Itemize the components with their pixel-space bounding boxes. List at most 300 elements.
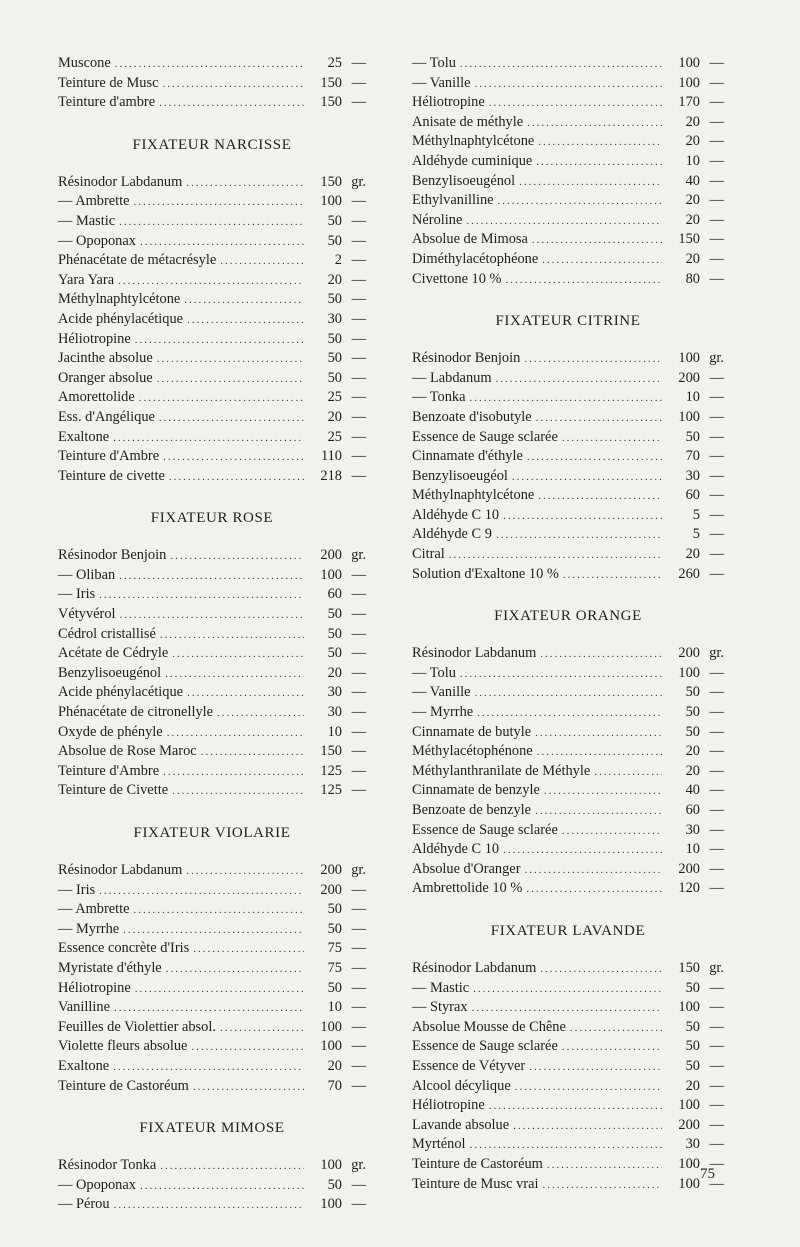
ingredient-name: Essence de Sauge sclarée [412,428,558,445]
dot-leader [466,212,662,232]
dot-leader [172,645,304,665]
ingredient-quantity: 100 [320,1157,342,1174]
ingredient-name: Essence de Sauge sclarée [412,1038,558,1055]
ingredient-unit: — [351,193,366,210]
ingredient-name: Héliotropine [58,979,131,996]
ingredient-unit: — [351,1196,366,1213]
dot-leader [538,487,662,507]
dot-leader [477,704,662,724]
ingredient-quantity: 10 [685,152,700,169]
ingredient-name: Aldéhyde cuminique [412,152,533,169]
ingredient-name: Muscone [58,55,111,71]
list-item [412,801,724,821]
dot-leader [513,1117,662,1137]
section-heading: FIXATEUR ORANGE [494,608,642,625]
ingredient-unit: — [351,684,366,701]
dot-leader [220,252,304,272]
list-item [412,723,724,743]
ingredient-unit: gr. [709,645,724,662]
list-item [58,1195,366,1215]
dot-leader [472,999,662,1019]
list-item [412,565,724,585]
ingredient-unit: — [709,1057,724,1074]
dot-leader [163,448,304,468]
ingredient-unit: — [351,310,366,327]
ingredient-name: Néroline [412,211,463,228]
ingredient-unit: — [351,74,366,91]
ingredient-quantity: 50 [327,369,342,386]
ingredient-name: Absolue de Mimosa [412,231,528,248]
dot-leader [506,271,662,291]
list-item [412,349,724,369]
ingredient-name: Jacinthe absolue [58,350,153,367]
ingredient-unit: — [709,211,724,228]
ingredient-name: Benzylisoeugénol [58,664,162,681]
dot-leader [166,960,304,980]
dot-leader [186,862,304,882]
dot-leader [114,999,304,1019]
list-item [412,821,724,841]
ingredient-quantity: 170 [678,94,700,111]
list-item [412,525,724,545]
section-heading: FIXATEUR CITRINE [495,313,641,330]
ingredient-name: Feuilles de Violettier absol. [58,1018,216,1035]
ingredient-unit: — [351,743,366,760]
dot-leader [165,665,304,685]
list-item [58,566,366,586]
ingredient-name: Ess. d'Angélique [58,408,155,425]
list-item [58,664,366,684]
list-item [412,1175,724,1195]
ingredient-quantity: 80 [685,270,700,287]
ingredient-quantity: 30 [685,821,700,838]
ingredient-quantity: 20 [685,113,700,130]
list-item [58,723,366,743]
dot-leader [542,1176,662,1196]
list-item [412,959,724,979]
section-heading: FIXATEUR LAVANDE [490,922,646,939]
list-item [412,250,724,270]
ingredient-quantity: 100 [678,350,700,367]
ingredient-name: — Opoponax [58,1176,136,1193]
ingredient-unit: gr. [351,547,366,564]
ingredient-quantity: 20 [327,664,342,681]
dot-leader [536,409,662,429]
dot-leader [526,880,662,900]
ingredient-quantity: 200 [678,1116,700,1133]
ingredient-unit: — [351,271,366,288]
section-fixateur-rose [58,508,366,801]
dot-leader [527,114,662,134]
dot-leader [515,1078,662,1098]
dot-leader [119,213,304,233]
ingredient-quantity: 25 [327,389,342,406]
ingredient-unit: — [709,743,724,760]
ingredient-unit: — [709,172,724,189]
dot-leader [563,566,662,586]
list-item [58,369,366,389]
ingredient-quantity: 5 [692,506,700,523]
list-item [58,93,366,113]
ingredient-quantity: 20 [685,762,700,779]
dot-leader [562,1038,662,1058]
ingredient-unit: gr. [709,959,724,976]
list-item [58,74,366,94]
ingredient-quantity: 10 [685,389,700,406]
dot-leader [562,822,662,842]
list-item [412,467,724,487]
ingredient-name: Exaltone [58,428,110,445]
dot-leader [544,782,662,802]
ingredient-unit: — [709,1116,724,1133]
ingredient-quantity: 10 [327,723,342,740]
dot-leader [135,980,304,1000]
list-item [412,230,724,250]
list-item [412,1057,724,1077]
ingredient-quantity: 50 [327,901,342,918]
dot-leader [167,724,304,744]
ingredient-unit: — [351,645,366,662]
ingredient-quantity: 100 [678,664,700,681]
list-item [412,1116,724,1136]
list-item [58,1057,366,1077]
ingredient-quantity: 100 [320,1196,342,1213]
ingredient-name: Phénacétate de métacrésyle [58,252,217,269]
section-fixateur-violarie [58,823,366,1096]
list-item [412,113,724,133]
dot-leader [157,370,304,390]
ingredient-quantity: 40 [685,172,700,189]
left-column [58,54,366,1215]
list-item [58,998,366,1018]
ingredient-quantity: 5 [692,526,700,543]
dot-leader [115,55,304,75]
ingredient-name: — Mastic [412,979,470,996]
list-item [58,212,366,232]
ingredient-quantity: 30 [685,1136,700,1153]
dot-leader [538,133,662,153]
list-item [412,93,724,113]
ingredient-unit: gr. [351,173,366,190]
list-item [58,467,366,487]
list-item [412,762,724,782]
ingredient-name: Teinture de Musc [58,74,159,91]
ingredient-quantity: 75 [327,940,342,957]
ingredient-name: Alcool décylique [412,1077,511,1094]
ingredient-unit: — [351,704,366,721]
list-item [58,192,366,212]
list-item [412,211,724,231]
list-item [412,664,724,684]
ingredient-unit: — [709,74,724,91]
ingredient-name: Exaltone [58,1057,110,1074]
ingredient-unit: — [351,94,366,111]
ingredient-name: Vanilline [58,999,110,1016]
dot-leader [193,1078,304,1098]
ingredient-unit: — [351,291,366,308]
ingredient-name: Vétyvérol [58,606,116,623]
ingredient-quantity: 100 [678,999,700,1016]
ingredient-unit: — [709,1097,724,1114]
ingredient-name: — Tolu [412,664,456,681]
ingredient-quantity: 100 [678,1155,700,1172]
ingredient-unit: — [709,565,724,582]
list-item [58,1176,366,1196]
ingredient-quantity: 200 [678,369,700,386]
ingredient-unit: — [709,192,724,209]
ingredient-name: Résinodor Labdanum [412,645,537,662]
list-item [412,1018,724,1038]
ingredient-name: — Tolu [412,55,456,71]
ingredient-unit: — [709,94,724,111]
ingredient-unit: — [351,389,366,406]
dot-leader [157,350,304,370]
list-item [58,959,366,979]
list-item [412,979,724,999]
section-fixateur-mimose [58,1118,366,1215]
ingredient-unit: — [351,999,366,1016]
ingredient-quantity: 50 [685,723,700,740]
ingredient-name: Ambrettolide 10 % [412,880,523,897]
ingredient-quantity: 60 [685,487,700,504]
dot-leader [498,192,662,212]
ingredient-unit: — [709,723,724,740]
list-item [412,191,724,211]
list-item [412,408,724,428]
section-fixateur-lavande [412,921,724,1194]
ingredient-unit: — [709,782,724,799]
dot-leader [562,429,662,449]
ingredient-name: Essence concrète d'Iris [58,940,190,957]
ingredient-name: Phénacétate de citronellyle [58,704,214,721]
ingredient-name: Myrténol [412,1136,466,1153]
ingredient-name: Méthylnaphtylcétone [58,291,181,308]
list-item [412,54,724,74]
ingredient-quantity: 260 [678,565,700,582]
dot-leader [594,763,662,783]
list-item [412,781,724,801]
ingredient-quantity: 50 [327,625,342,642]
dot-leader [139,389,304,409]
list-item [58,703,366,723]
ingredient-unit: — [351,762,366,779]
ingredient-unit: — [709,860,724,877]
ingredient-quantity: 10 [685,841,700,858]
section-heading: FIXATEUR MIMOSE [139,1120,285,1137]
ingredient-quantity: 120 [678,880,700,897]
ingredient-name: Acide phénylacétique [58,684,184,701]
dot-leader [470,1136,662,1156]
list-item [58,428,366,448]
list-item [58,1156,366,1176]
dot-leader [193,940,304,960]
ingredient-unit: — [709,841,724,858]
ingredient-unit: — [351,212,366,229]
dot-leader [113,1058,304,1078]
list-item [58,271,366,291]
dot-leader [529,1058,662,1078]
ingredient-unit: — [351,1018,366,1035]
ingredient-quantity: 50 [327,920,342,937]
dot-leader [163,763,304,783]
ingredient-name: Anisate de méthyle [412,113,524,130]
dot-leader [537,743,662,763]
ingredient-unit: — [709,152,724,169]
list-item [58,232,366,252]
ingredient-quantity: 20 [685,192,700,209]
ingredient-name: Myristate d'éthyle [58,959,162,976]
ingredient-quantity: 20 [685,211,700,228]
ingredient-quantity: 70 [327,1077,342,1094]
ingredient-quantity: 70 [685,448,700,465]
dot-leader [123,921,304,941]
list-item [412,742,724,762]
ingredient-quantity: 150 [678,959,700,976]
ingredient-quantity: 30 [685,467,700,484]
ingredient-unit: — [709,408,724,425]
ingredient-quantity: 50 [685,704,700,721]
list-item [58,683,366,703]
list-item [412,428,724,448]
dot-leader [172,782,304,802]
right-intro-list [412,54,724,289]
ingredient-quantity: 200 [678,645,700,662]
ingredient-unit: — [709,664,724,681]
dot-leader [496,526,662,546]
ingredient-unit: — [351,881,366,898]
ingredient-unit: — [709,428,724,445]
ingredient-name: Civettone 10 % [412,270,502,287]
ingredient-name: — Ambrette [58,901,130,918]
list-item [412,369,724,389]
dot-leader [160,1157,304,1177]
ingredient-unit: gr. [351,1157,366,1174]
dot-leader [99,586,304,606]
dot-leader [163,75,305,95]
ingredient-quantity: 20 [685,1077,700,1094]
ingredient-unit: — [709,999,724,1016]
ingredient-unit: — [351,467,366,484]
list-item [58,742,366,762]
list-item [58,1077,366,1097]
section-heading: FIXATEUR ROSE [150,510,274,527]
list-item [412,879,724,899]
ingredient-unit: — [709,880,724,897]
list-item [412,703,724,723]
ingredient-name: — Oliban [58,566,116,583]
ingredient-quantity: 125 [320,762,342,779]
list-item [58,290,366,310]
dot-leader [134,901,304,921]
ingredient-unit: — [351,1057,366,1074]
list-item [412,1135,724,1155]
ingredient-unit: — [709,704,724,721]
ingredient-quantity: 25 [327,55,342,71]
ingredient-unit: — [351,940,366,957]
ingredient-name: — Iris [58,586,96,603]
ingredient-quantity: 50 [685,684,700,701]
ingredient-quantity: 100 [678,74,700,91]
ingredient-quantity: 100 [320,566,342,583]
dot-leader [535,724,662,744]
ingredient-unit: — [709,506,724,523]
list-item [412,1096,724,1116]
ingredient-quantity: 50 [327,606,342,623]
ingredient-name: — Labdanum [412,369,492,386]
dot-leader [547,1156,662,1176]
ingredient-unit: — [709,1038,724,1055]
list-item [412,683,724,703]
ingredient-quantity: 40 [685,782,700,799]
dot-leader [159,409,304,429]
page-number: 75 [700,1166,715,1182]
list-item [412,152,724,172]
list-item [412,486,724,506]
ingredient-quantity: 100 [320,193,342,210]
ingredient-name: — Tonka [412,389,466,406]
section-fixateur-narcisse [58,135,366,487]
ingredient-name: Yara Yara [58,271,115,288]
ingredient-quantity: 200 [320,862,342,878]
ingredient-name: Teinture d'Ambre [58,448,160,465]
ingredient-unit: — [709,133,724,150]
dot-leader [527,448,662,468]
ingredient-quantity: 50 [327,645,342,662]
ingredient-name: Méthylacétophénone [412,743,533,760]
ingredient-quantity: 30 [327,310,342,327]
list-item [58,408,366,428]
dot-leader [118,272,304,292]
dot-leader [140,1177,304,1197]
ingredient-unit: — [709,113,724,130]
ingredient-quantity: 50 [685,1018,700,1035]
dot-leader [113,429,304,449]
ingredient-unit: — [709,389,724,406]
ingredient-name: — Myrrhe [58,920,120,937]
dot-leader [201,743,304,763]
ingredient-name: — Iris [58,881,96,898]
ingredient-quantity: 75 [327,959,342,976]
ingredient-name: Aldéhyde C 9 [412,526,492,543]
ingredient-name: — Pérou [58,1196,110,1213]
ingredient-name: Lavande absolue [412,1116,510,1133]
ingredient-quantity: 10 [327,999,342,1016]
list-item [412,644,724,664]
ingredient-unit: — [351,330,366,347]
left-intro-list [58,54,366,113]
ingredient-unit: — [351,664,366,681]
list-item [412,132,724,152]
ingredient-quantity: 20 [327,408,342,425]
dot-leader [119,567,304,587]
ingredient-name: Résinodor Tonka [58,1157,157,1174]
ingredient-name: Teinture de Castoréum [412,1155,543,1172]
ingredient-quantity: 110 [320,448,342,465]
ingredient-quantity: 150 [320,74,342,91]
list-item [412,172,724,192]
list-item [412,840,724,860]
section-fixateur-citrine [412,311,724,584]
ingredient-unit: — [709,546,724,563]
dot-leader [187,684,304,704]
dot-leader [535,802,662,822]
list-item [58,979,366,999]
ingredient-unit: gr. [709,350,724,367]
ingredient-name: Citral [412,546,445,563]
ingredient-unit: — [709,762,724,779]
right-column [412,54,724,1194]
ingredient-quantity: 200 [678,860,700,877]
